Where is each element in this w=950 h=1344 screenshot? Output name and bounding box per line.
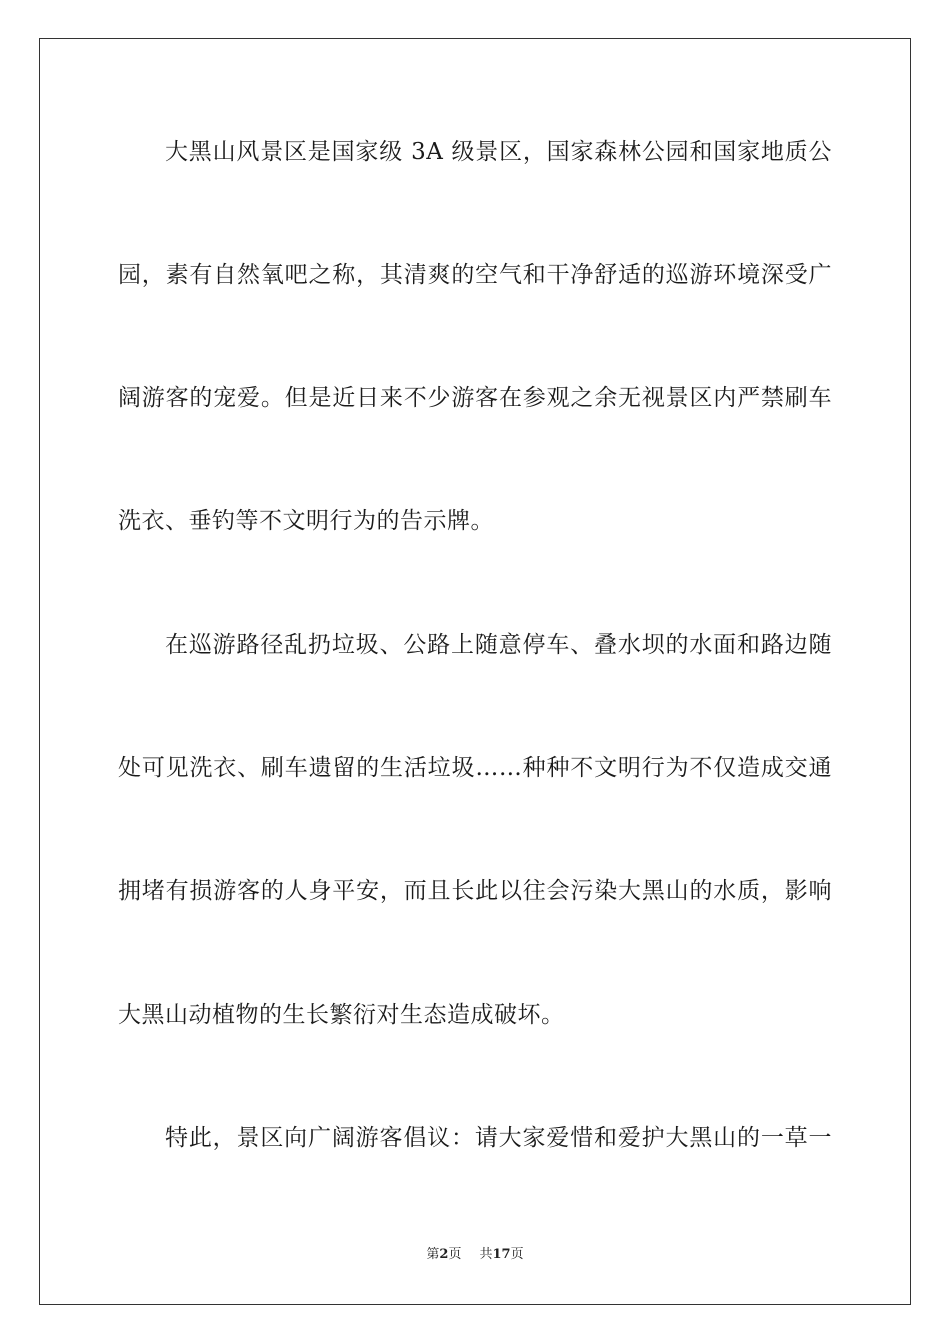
page-border [39, 38, 911, 1305]
text-line-6: 处可见洗衣、刷车遗留的生活垃圾……种种不文明行为不仅造成交通 [118, 755, 832, 781]
text-line-9: 特此，景区向广阔游客倡议：请大家爱惜和爱护大黑山的一草一 [165, 1125, 832, 1151]
text-line-4: 洗衣、垂钓等不文明行为的告示牌。 [118, 508, 494, 534]
footer-total-prefix: 共 [479, 1247, 493, 1262]
text-line-2: 园，素有自然氧吧之称，其清爽的空气和干净舒适的巡游环境深受广 [118, 262, 832, 288]
text-line-1: 大黑山风景区是国家级 3A 级景区，国家森林公园和国家地质公 [165, 139, 832, 165]
page-footer [0, 1246, 950, 1264]
footer-total-suffix: 页 [510, 1247, 524, 1262]
text-line-8: 大黑山动植物的生长繁衍对生态造成破坏。 [118, 1002, 565, 1028]
text-line-3: 阔游客的宠爱。但是近日来不少游客在参观之余无视景区内严禁刷车 [118, 385, 832, 411]
text-line-7: 拥堵有损游客的人身平安，而且长此以往会污染大黑山的水质，影响 [118, 878, 832, 904]
footer-page-prefix: 第 [426, 1247, 440, 1262]
text-line-5: 在巡游路径乱扔垃圾、公路上随意停车、叠水坝的水面和路边随 [165, 632, 832, 658]
footer-page-suffix: 页 [448, 1247, 462, 1262]
footer-total-pages: 17 [492, 1247, 511, 1262]
footer-page-number: 2 [439, 1247, 449, 1262]
